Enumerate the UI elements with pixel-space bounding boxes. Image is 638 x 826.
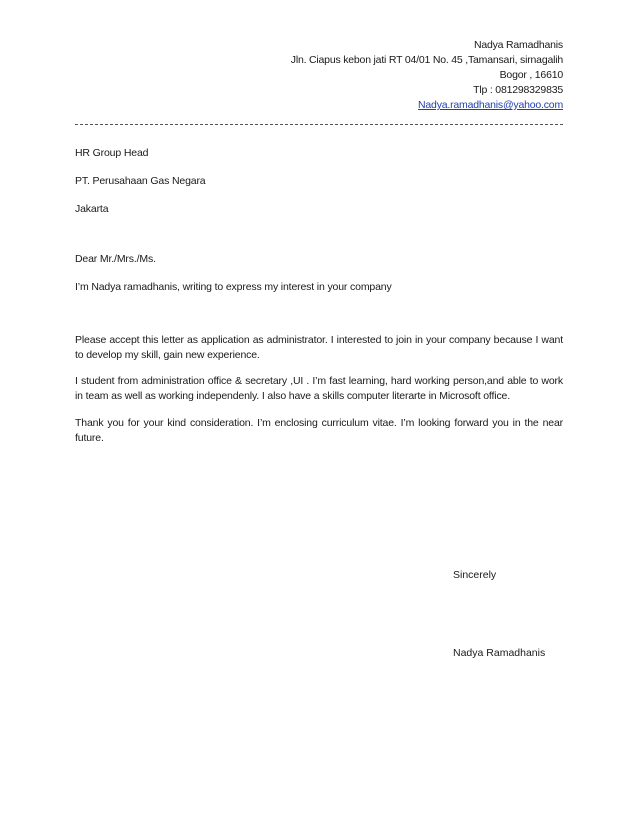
sender-address-line1: Jln. Ciapus kebon jati RT 04/01 No. 45 ,Tamansari, sirnagalih [290, 54, 563, 66]
signature-name: Nadya Ramadhanis [453, 647, 546, 659]
recipient-title: HR Group Head [75, 147, 149, 159]
sender-address-line2: Bogor , 16610 [499, 69, 563, 81]
intro-line: I’m Nadya ramadhanis, writing to express my interest in your company [75, 281, 392, 293]
body-paragraph-3: Thank you for your kind consideration. I’m enclosing curriculum vitae. I’m looking forward you in the near future. [75, 417, 563, 444]
sender-name: Nadya Ramadhanis [473, 39, 563, 51]
body-paragraph-2: I student from administration office & secretary ,UI . I’m fast learning, hard working person,and able to work in team as well as working independenly. I also have a skills computer literarte in Microsoft office. [75, 375, 563, 402]
salutation: Dear Mr./Mrs./Ms. [75, 253, 156, 265]
sender-email-link[interactable]: Nadya.ramadhanis@yahoo.com [418, 99, 563, 111]
sender-phone: Tlp : 081298329835 [473, 84, 563, 96]
sender-header [291, 38, 563, 113]
body-paragraph-1: Please accept this letter as application as administrator. I interested to join in your company because I want to develop my skill, gain new experience. [75, 334, 563, 361]
closing-text: Sincerely [453, 569, 497, 581]
recipient-city: Jakarta [75, 203, 109, 215]
header-divider [75, 124, 563, 125]
recipient-company: PT. Perusahaan Gas Negara [75, 175, 206, 187]
